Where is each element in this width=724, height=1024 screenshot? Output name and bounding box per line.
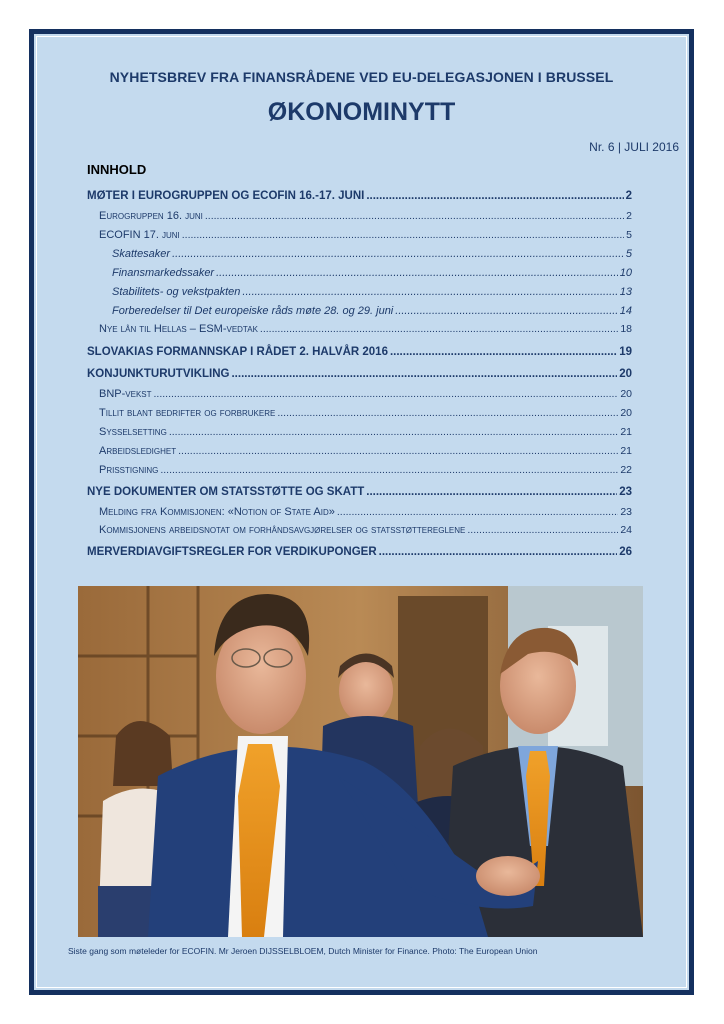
toc-entry[interactable] — [87, 323, 632, 335]
toc-page-number: 18 — [620, 323, 632, 335]
toc-entry-label: Prisstigning — [99, 464, 159, 476]
toc-leader — [379, 546, 618, 558]
toc-page-number: 10 — [619, 267, 632, 279]
toc-entry[interactable] — [87, 426, 632, 438]
toc-page-number: 21 — [620, 426, 632, 438]
toc-entry-label: Tillit blant bedrifter og forbrukere — [99, 407, 276, 419]
toc-leader — [366, 486, 617, 498]
toc-entry-label: MØTER I EUROGRUPPEN OG ECOFIN 16.-17. JUNI — [87, 190, 365, 202]
toc-entry-label: SLOVAKIAS FORMANNSKAP I RÅDET 2. HALVÅR 2016 — [87, 346, 388, 358]
toc-entry[interactable] — [87, 486, 632, 498]
toc-entry-label: Nye lån til Hellas – ESM-vedtak — [99, 323, 258, 335]
toc-entry-label: Arbeidsledighet — [99, 445, 177, 457]
toc-page-number: 20 — [619, 368, 632, 380]
issue-number: Nr. 6 | JULI 2016 — [589, 140, 679, 154]
newsletter-kicker: NYHETSBREV FRA FINANSRÅDENE VED EU-DELEGASJONEN I BRUSSEL — [109, 69, 614, 85]
toc-leader — [154, 388, 619, 400]
toc-page-number: 5 — [625, 248, 632, 260]
toc-entry-label: Melding fra Kommisjonen: «Notion of State Aid» — [99, 506, 335, 518]
toc-leader — [169, 426, 619, 438]
toc-leader — [172, 248, 624, 260]
toc-leader — [277, 407, 618, 419]
toc-page-number: 19 — [619, 346, 632, 358]
toc-entry[interactable] — [87, 305, 632, 317]
toc-entry[interactable] — [87, 506, 632, 518]
toc-leader — [178, 445, 618, 457]
toc-entry[interactable] — [87, 464, 632, 476]
toc-leader — [205, 210, 624, 222]
toc-page-number: 20 — [620, 388, 632, 400]
toc-entry-label: Eurogruppen 16. juni — [99, 210, 203, 222]
toc-leader — [260, 323, 618, 335]
toc-entry-label: BNP-vekst — [99, 388, 152, 400]
toc-entry[interactable] — [87, 407, 632, 419]
toc-leader — [390, 346, 617, 358]
toc-entry-label: Forberedelser til Det europeiske råds møte 28. og 29. juni — [112, 305, 394, 317]
toc-entry[interactable] — [87, 210, 632, 222]
toc-entry[interactable] — [87, 286, 632, 298]
toc-entry[interactable] — [87, 445, 632, 457]
toc-page-number: 23 — [620, 506, 632, 518]
toc-page-number: 26 — [619, 546, 632, 558]
toc-entry[interactable] — [87, 267, 632, 279]
toc-leader — [242, 286, 617, 298]
newsletter-title: ØKONOMINYTT — [267, 98, 456, 126]
toc-page-number: 5 — [626, 229, 632, 241]
toc-leader — [366, 190, 623, 202]
toc-leader — [231, 368, 617, 380]
toc-entry-label: Sysselsetting — [99, 426, 167, 438]
toc-page-number: 2 — [625, 190, 632, 202]
toc-entry-label: MERVERDIAVGIFTSREGLER FOR VERDIKUPONGER — [87, 546, 377, 558]
toc-entry[interactable] — [87, 346, 632, 358]
toc-page-number: 14 — [619, 305, 632, 317]
toc-page-number: 22 — [620, 464, 632, 476]
toc-leader — [160, 464, 618, 476]
toc-entry[interactable] — [87, 546, 632, 558]
toc-page-number: 24 — [620, 524, 632, 536]
toc-entry[interactable] — [87, 229, 632, 241]
toc-entry[interactable] — [87, 368, 632, 380]
toc-entry-label: Skattesaker — [112, 248, 171, 260]
toc-leader — [182, 229, 624, 241]
toc-leader — [337, 506, 618, 518]
photo-caption: Siste gang som møteleder for ECOFIN. Mr Jeroen DIJSSELBLOEM, Dutch Minister for Finance. Photo: The European Union — [68, 946, 538, 956]
toc-entry[interactable] — [87, 248, 632, 260]
toc-entry-label: Finansmarkedssaker — [112, 267, 215, 279]
toc-entry[interactable] — [87, 190, 632, 202]
toc-entry[interactable] — [87, 388, 632, 400]
cover-frame — [29, 29, 694, 995]
toc-entry-label: NYE DOKUMENTER OM STATSSTØTTE OG SKATT — [87, 486, 365, 498]
toc-page-number: 13 — [619, 286, 632, 298]
toc-page-number: 21 — [620, 445, 632, 457]
toc-page-number: 2 — [626, 210, 632, 222]
toc-heading: INNHOLD — [87, 162, 147, 177]
toc-leader — [216, 267, 618, 279]
toc-page-number: 20 — [620, 407, 632, 419]
toc-entry-label: Kommisjonens arbeidsnotat om forhåndsavgjørelser og statsstøttereglene — [99, 524, 466, 536]
toc-entry[interactable] — [87, 524, 632, 536]
cover-photo — [78, 586, 643, 937]
toc-entry-label: ECOFIN 17. juni — [99, 229, 180, 241]
toc-page-number: 23 — [619, 486, 632, 498]
ecofin-meeting-photo-icon — [78, 586, 643, 937]
toc-entry-label: Stabilitets- og vekstpakten — [112, 286, 241, 298]
toc-leader — [467, 524, 618, 536]
toc-entry-label: KONJUNKTURUTVIKLING — [87, 368, 230, 380]
toc-leader — [395, 305, 617, 317]
